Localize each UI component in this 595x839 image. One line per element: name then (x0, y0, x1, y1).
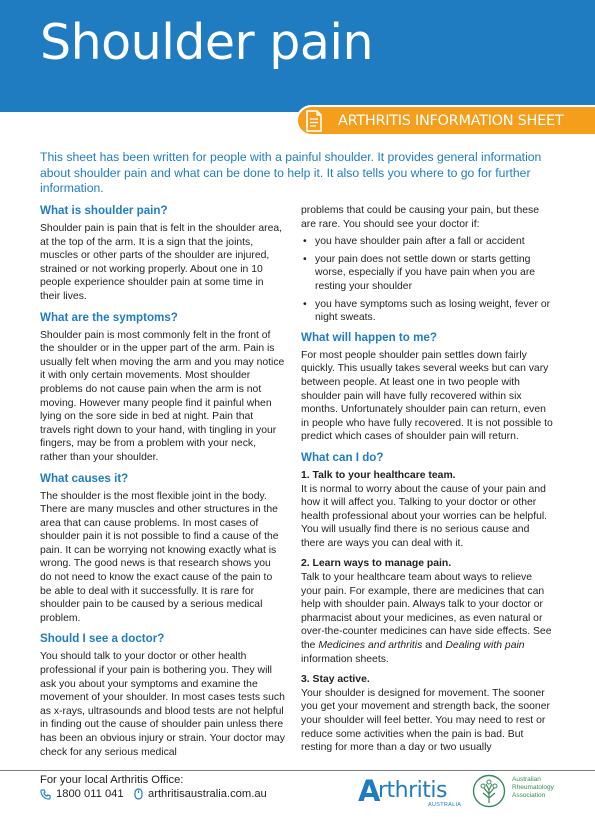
list-item: • your pain does not settle down or starts getting worse, especially if you have pain when you are resting your shoulder (301, 253, 555, 294)
page-title: Shoulder pain (40, 14, 374, 71)
list-item: • you have symptoms such as losing weight, fever or night sweats. (301, 298, 555, 325)
section-heading: What are the symptoms? (40, 310, 178, 324)
website-url: arthritisaustralia.com.au (148, 788, 267, 800)
step-heading: 2. Learn ways to manage pain. (301, 558, 452, 570)
section-heading: Should I see a doctor? (40, 632, 165, 646)
doctor-reasons-list (301, 235, 555, 325)
section-text: For most people shoulder pain settles down fairly quickly. This usually takes several weeks but can vary between people. At least one in two people with shoulder pain will have fully recovered within six months. Unfortunately shoulder pain can return, even in people who have fully recovered. It is not possible to predict which cases of shoulder pain will return. (301, 349, 553, 443)
step-text: It is normal to worry about the cause of your pain and how it will affect you. Talking to your doctor or other health professional about your worries can be helpful. You will usually find there is no serious cause and there are ways you can deal with it. (301, 483, 548, 549)
section-text: Shoulder pain is pain that is felt in the shoulder area, at the top of the arm. It is a sign that the joints, muscles or other parts of the shoulder are injured, strained or not working properly. About one in 10 people experience shoulder pain at some time in their lives. (40, 223, 283, 302)
section-see-doctor (40, 632, 285, 759)
section-heading: What is shoulder pain? (40, 204, 168, 217)
section-heading: What will happen to me? (301, 330, 437, 344)
logo-sub: AUSTRALIA (428, 802, 462, 808)
footer-divider (0, 770, 595, 771)
header-band (0, 0, 595, 112)
section-symptoms (40, 311, 285, 465)
list-item: • you have shoulder pain after a fall or accident (301, 235, 555, 249)
step-heading: 1. Talk to your healthcare team. (301, 469, 456, 481)
section-heading: What can I do? (301, 450, 384, 464)
footer-phone[interactable] (40, 788, 124, 800)
section-what-can-i-do (301, 451, 555, 755)
section-text: The shoulder is the most flexible joint in the body. There are many muscles and other structures in the area that can cause problems. In most cases of shoulder pain it is not possible to find a cause of the pain. It can be worrying not knowing exactly what is wrong. The good news is that research shows you do not need to know the exact cause of the pain to be able to deal with it successfully. It is rare for shoulder pain to be caused by a serious medical problem. (40, 490, 279, 624)
section-text: You should talk to your doctor or other health professional if your pain is bothering you. They will ask you about your symptoms and examine the movement of your shoulder. In most cases tests such as x-rays, ultrasounds and blood tests are not helpful in finding out the cause of shoulder pain unless there has been an obvious injury or strain. Your doctor may check for any serious medical (40, 651, 285, 758)
footer-label: For your local Arthritis Office: (40, 774, 184, 786)
sheet-reference: Dealing with pain (445, 640, 525, 652)
logo-mark: A (358, 774, 381, 808)
sheet-reference: Medicines and arthritis (318, 640, 423, 652)
section-what-is (40, 204, 285, 304)
section-heading: What causes it? (40, 471, 129, 485)
step-text: Talk to your healthcare team about ways to relieve your pain. For example, there are medicines that can help with shoulder pain. Always talk to your doctor or pharmacist about your medicines, as even natural or over-the-counter medicines can have side effects. See the Medicines and arthritis and Dealing with pain information sheets. (301, 572, 552, 665)
intro-paragraph: This sheet has been written for people with a painful shoulder. It provides general information about shoulder pain and what can be done to help it. It also tells you where to go for further information. (40, 150, 542, 195)
info-sheet-banner (296, 105, 595, 136)
footer-website-link[interactable] (134, 788, 267, 800)
section-causes (40, 472, 285, 626)
phone-icon (40, 789, 51, 800)
arthritis-australia-logo (358, 774, 462, 808)
section-text: Shoulder pain is most commonly felt in the front of the shoulder or in the upper part of the arm. Pain is usually felt when moving the arm and you may notice it with only certain movements. Most shoulder problems do not cause pain when the arm is not moving. However many people find it painful when lying on the sore side in bed at night. Pain that travels right down to your hand, with tingling in your fingers, may be from a problem with your neck, rather than your shoulder. (40, 329, 285, 463)
continued-text: problems that could be causing your pain, but these are rare. You should see your doctor if: (301, 205, 539, 230)
mouse-icon (134, 788, 143, 800)
section-outlook (301, 331, 555, 444)
tree-emblem-icon (472, 774, 506, 808)
step-text: Your shoulder is designed for movement. The sooner you get your movement and strength back, the sooner your shoulder will feel better. You may need to rest or reduce some activities when the pain is bad. But resting for more than a day or two usually (301, 687, 550, 754)
ara-logo (472, 774, 582, 806)
ara-name: Australian Rheumatology Association (512, 776, 554, 799)
document-icon (305, 110, 323, 132)
banner-label: ARTHRITIS INFORMATION SHEET (338, 113, 564, 129)
left-column (40, 204, 285, 766)
phone-number: 1800 011 041 (56, 788, 124, 800)
right-column (301, 204, 555, 762)
step-heading: 3. Stay active. (301, 674, 370, 686)
logo-word: rthritis (378, 778, 447, 803)
